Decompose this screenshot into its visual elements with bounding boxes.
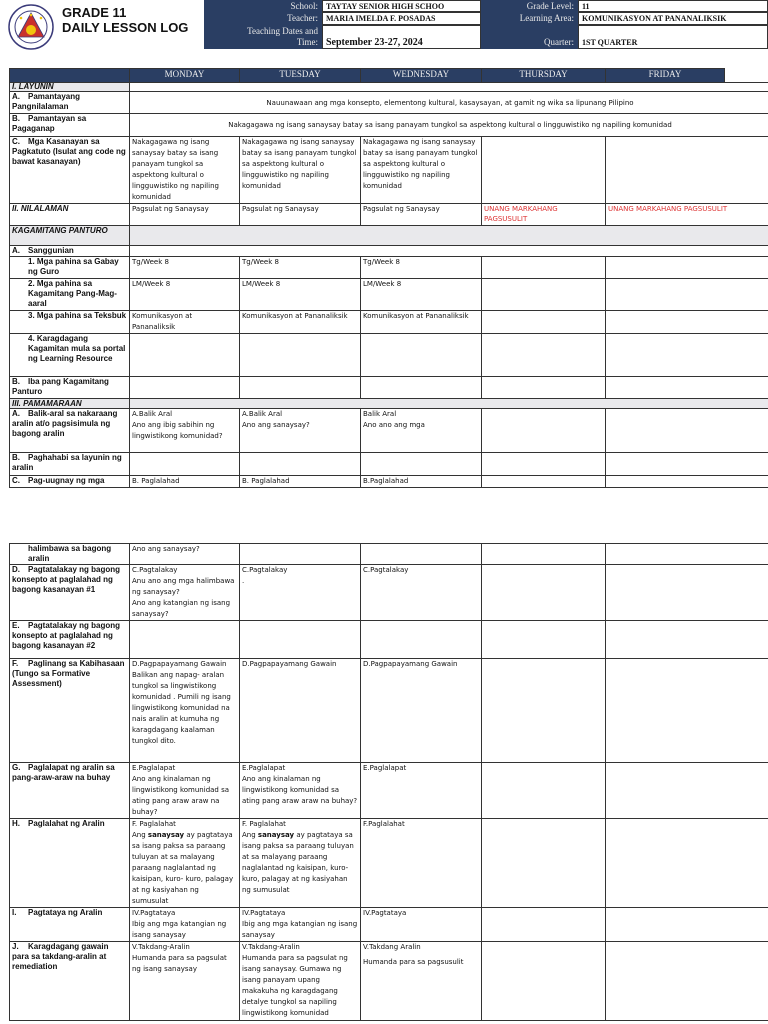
pagtatalakay-1-wednesday: C.Pagtalakay [361, 565, 482, 621]
takdang-aralin-tuesday: V.Takdang-Aralin Humanda para sa pagsulat ng isang sanaysay. Gumawa ng isang panayam upang makakuha ng karagdagang detalye tungkol sa napiling lingwistikong komunidad [240, 942, 361, 1021]
grade-level-label: Grade Level: [481, 0, 578, 12]
row-label-sanggunian: A. Sanggunian [10, 246, 130, 257]
row-label-gabay-ng-guro: 1. Mga pahina sa Gabay ng Guro [10, 257, 130, 279]
row-label-pagtataya: I. Pagtataya ng Aralin [10, 908, 130, 942]
paglalapat-tuesday: E.Paglalapat Ano ang kinalaman ng lingwistikong komunidad sa ating pang araw araw na buhay? [240, 763, 361, 819]
pamantayang-pangnilalaman-value: Nauunawaan ang mga konsepto, elementong kultural, kasaysayan, at gamit ng wika sa lipunang Pilipino [130, 92, 768, 114]
row-label-paglalapat: G. Paglalapat ng aralin sa pang-araw-araw na buhay [10, 763, 130, 819]
school-value: TAYTAY SENIOR HIGH SCHOO [322, 0, 481, 12]
row-label-pag-uugnay: C. Pag-uugnay ng mga [10, 476, 130, 488]
row-label-paglalahat: H. Paglalahat ng Aralin [10, 819, 130, 908]
pag-uugnay-tuesday: B. Paglalahad [240, 476, 361, 488]
balik-aral-wednesday: Balik Aral Ano ano ang mga [361, 409, 482, 453]
paglalahat-tuesday: F. Paglalahat Ang sanaysay ay pagtataya sa isang paksa sa paraang tuluyan at sa malayang paraang naglalantad ng kaisipan, kuro- kuro, palagay at ng kasiyahan ng sumusulat [240, 819, 361, 908]
kasanayan-monday: Nakagagawa ng isang sanaysay batay sa isang panayam tungkol sa aspektong kultural o lingguwistiko ng napiling komunidad [130, 137, 240, 204]
kasanayan-wednesday: Nakagagawa ng isang sanaysay batay sa isang panayam tungkol sa aspektong kultural o lingguwistiko ng napiling komunidad [361, 137, 482, 204]
takdang-aralin-wednesday: V.Takdang Aralin Humanda para sa pagsusulit [361, 942, 482, 1021]
row-label-paglinang: F. Paglinang sa Kabihasaan (Tungo sa Formative Assessment) [10, 659, 130, 763]
paglinang-tuesday: D.Pagpapayamang Gawain [240, 659, 361, 763]
nilalaman-thursday: UNANG MARKAHANG PAGSUSULIT [482, 204, 606, 226]
deped-seal-icon [8, 4, 54, 50]
row-label-kagamitang-pang-mag-aaral: 2. Mga pahina sa Kagamitang Pang-Mag-aaral [10, 279, 130, 311]
paglalapat-monday: E.Paglalapat Ano ang kinalaman ng lingwistikong komunidad sa ating pang araw araw na buhay? [130, 763, 240, 819]
document-title: DAILY LESSON LOG [62, 20, 189, 35]
paglalahat-wednesday: F.Paglalahat [361, 819, 482, 908]
kagamitang-tuesday: LM/Week 8 [240, 279, 361, 311]
nilalaman-friday: UNANG MARKAHANG PAGSUSULIT [606, 204, 768, 226]
nilalaman-monday: Pagsulat ng Sanaysay [130, 204, 240, 226]
teacher-label: Teacher: [204, 12, 322, 25]
nilalaman-wednesday: Pagsulat ng Sanaysay [361, 204, 482, 226]
dates-value: September 23-27, 2024 [322, 25, 481, 49]
gabay-wednesday: Tg/Week 8 [361, 257, 482, 279]
day-header-monday: MONDAY [130, 69, 240, 83]
teksbuk-tuesday: Komunikasyon at Pananaliksik [240, 311, 361, 334]
teacher-value: MARIA IMELDA F. POSADAS [322, 12, 481, 25]
takdang-aralin-monday: V.Takdang-Aralin Humanda para sa pagsulat ng isang sanaysay [130, 942, 240, 1021]
row-label-karagdagang-gawain: J. Karagdagang gawain para sa takdang-aralin at remediation [10, 942, 130, 1021]
nilalaman-tuesday: Pagsulat ng Sanaysay [240, 204, 361, 226]
paglinang-monday: D.Pagpapayamang Gawain Balikan ang napag- aralan tungkol sa lingwistikong komunidad . Pumili ng isang lingwistikong komunidad na nais aralin at kumuha ng karagdagang kaalaman tungkol dito. [130, 659, 240, 763]
pag-uugnay-wednesday: B.Paglalahad [361, 476, 482, 488]
row-label-pamantayan-sa-pagaganap: B. Pamantayan sa Pagaganap [10, 114, 130, 137]
pamantayan-sa-pagaganap-value: Nakagagawa ng isang sanaysay batay sa isang panayam tungkol sa aspektong kultural o lingguwistiko ng napiling komunidad [130, 114, 768, 137]
row-label-iba-pang-kagamitan: B. Iba pang Kagamitang Panturo [10, 377, 130, 399]
section-kagamitang-panturo: KAGAMITANG PANTURO [10, 226, 130, 246]
section-layunin: I. LAYUNIN [10, 83, 130, 92]
learning-area-label: Learning Area: [481, 12, 578, 25]
day-header-thursday: THURSDAY [482, 69, 606, 83]
pagtatalakay-1-monday: C.Pagtalakay Anu ano ang mga halimbawa ng sanaysay? Ano ang katangian ng isang sanaysay? [130, 565, 240, 621]
teksbuk-wednesday: Komunikasyon at Pananaliksik [361, 311, 482, 334]
learning-area-value: KOMUNIKASYON AT PANANALIKSIK [578, 12, 768, 25]
pag-uugnay-monday: B. Paglalahad [130, 476, 240, 488]
row-label-karagdagang-kagamitan: 4. Karagdagang Kagamitan mula sa portal ng Learning Resource [10, 334, 130, 377]
pagtatalakay-1-tuesday: C.Pagtalakay . [240, 565, 361, 621]
row-label-pagtatalakay-1: D. Pagtatalakay ng bagong konsepto at paglalahad ng bagong kasanayan #1 [10, 565, 130, 621]
quarter-label: Quarter: [481, 25, 578, 49]
paglalahat-monday: F. Paglalahat Ang sanaysay ay pagtataya sa isang paksa sa paraang tuluyan at sa malayang paraang naglalantad ng kaisipan, kuro- kuro, palagay at ng kasiyahan ng sumusulat [130, 819, 240, 908]
pagtataya-monday: IV.Pagtataya Ibig ang mga katangian ng isang sanaysay [130, 908, 240, 942]
row-label-paghahabi: B. Paghahabi sa layunin ng aralin [10, 453, 130, 476]
day-header-friday: FRIDAY [606, 69, 725, 83]
kagamitang-wednesday: LM/Week 8 [361, 279, 482, 311]
paglalapat-wednesday: E.Paglalapat [361, 763, 482, 819]
row-label-pagtatalakay-2: E. Pagtatalakay ng bagong konsepto at paglalahad ng bagong kasanayan #2 [10, 621, 130, 659]
row-label-kasanayan: C. Mga Kasanayan sa Pagkatuto (Isulat ang code ng bawat kasanayan) [10, 137, 130, 204]
day-header-tuesday: TUESDAY [240, 69, 361, 83]
paglinang-wednesday: D.Pagpapayamang Gawain [361, 659, 482, 763]
kasanayan-tuesday: Nakagagawa ng isang sanaysay batay sa isang panayam tungkol sa aspektong kultural o lingguwistiko ng napiling komunidad [240, 137, 361, 204]
gabay-tuesday: Tg/Week 8 [240, 257, 361, 279]
grade-level-value: 11 [578, 0, 768, 12]
row-label-pamantayang-pangnilalaman: A. Pamantayang Pangnilalaman [10, 92, 130, 114]
teksbuk-monday: Komunikasyon at Pananaliksik [130, 311, 240, 334]
section-pamamaraan: III. PAMAMARAAN [10, 399, 130, 409]
pag-uugnay-monday-continued: Ano ang sanaysay? [130, 544, 240, 565]
row-label-pag-uugnay-continued: halimbawa sa bagong aralin [10, 544, 130, 565]
section-nilalaman: II. NILALAMAN [10, 204, 130, 226]
gabay-monday: Tg/Week 8 [130, 257, 240, 279]
school-label: School: [204, 0, 322, 12]
dates-label: Teaching Dates and Time: [204, 25, 322, 49]
corner-cell [10, 69, 130, 83]
quarter-value: 1ST QUARTER [578, 25, 768, 49]
row-label-teksbuk: 3. Mga pahina sa Teksbuk [10, 311, 130, 334]
pagtataya-wednesday: IV.Pagtataya [361, 908, 482, 942]
grade-title: GRADE 11 [62, 5, 127, 20]
pagtataya-tuesday: IV.Pagtataya Ibig ang mga katangian ng isang sanaysay [240, 908, 361, 942]
kagamitang-monday: LM/Week 8 [130, 279, 240, 311]
lesson-log-table-continued [9, 543, 768, 1021]
day-header-wednesday: WEDNESDAY [361, 69, 482, 83]
row-label-balik-aral: A. Balik-aral sa nakaraang aralin at/o pagsisimula ng bagong aralin [10, 409, 130, 453]
lesson-log-table [9, 68, 768, 488]
balik-aral-tuesday: A.Balik Aral Ano ang sanaysay? [240, 409, 361, 453]
balik-aral-monday: A.Balik Aral Ano ang ibig sabihin ng lingwistikong komunidad? [130, 409, 240, 453]
